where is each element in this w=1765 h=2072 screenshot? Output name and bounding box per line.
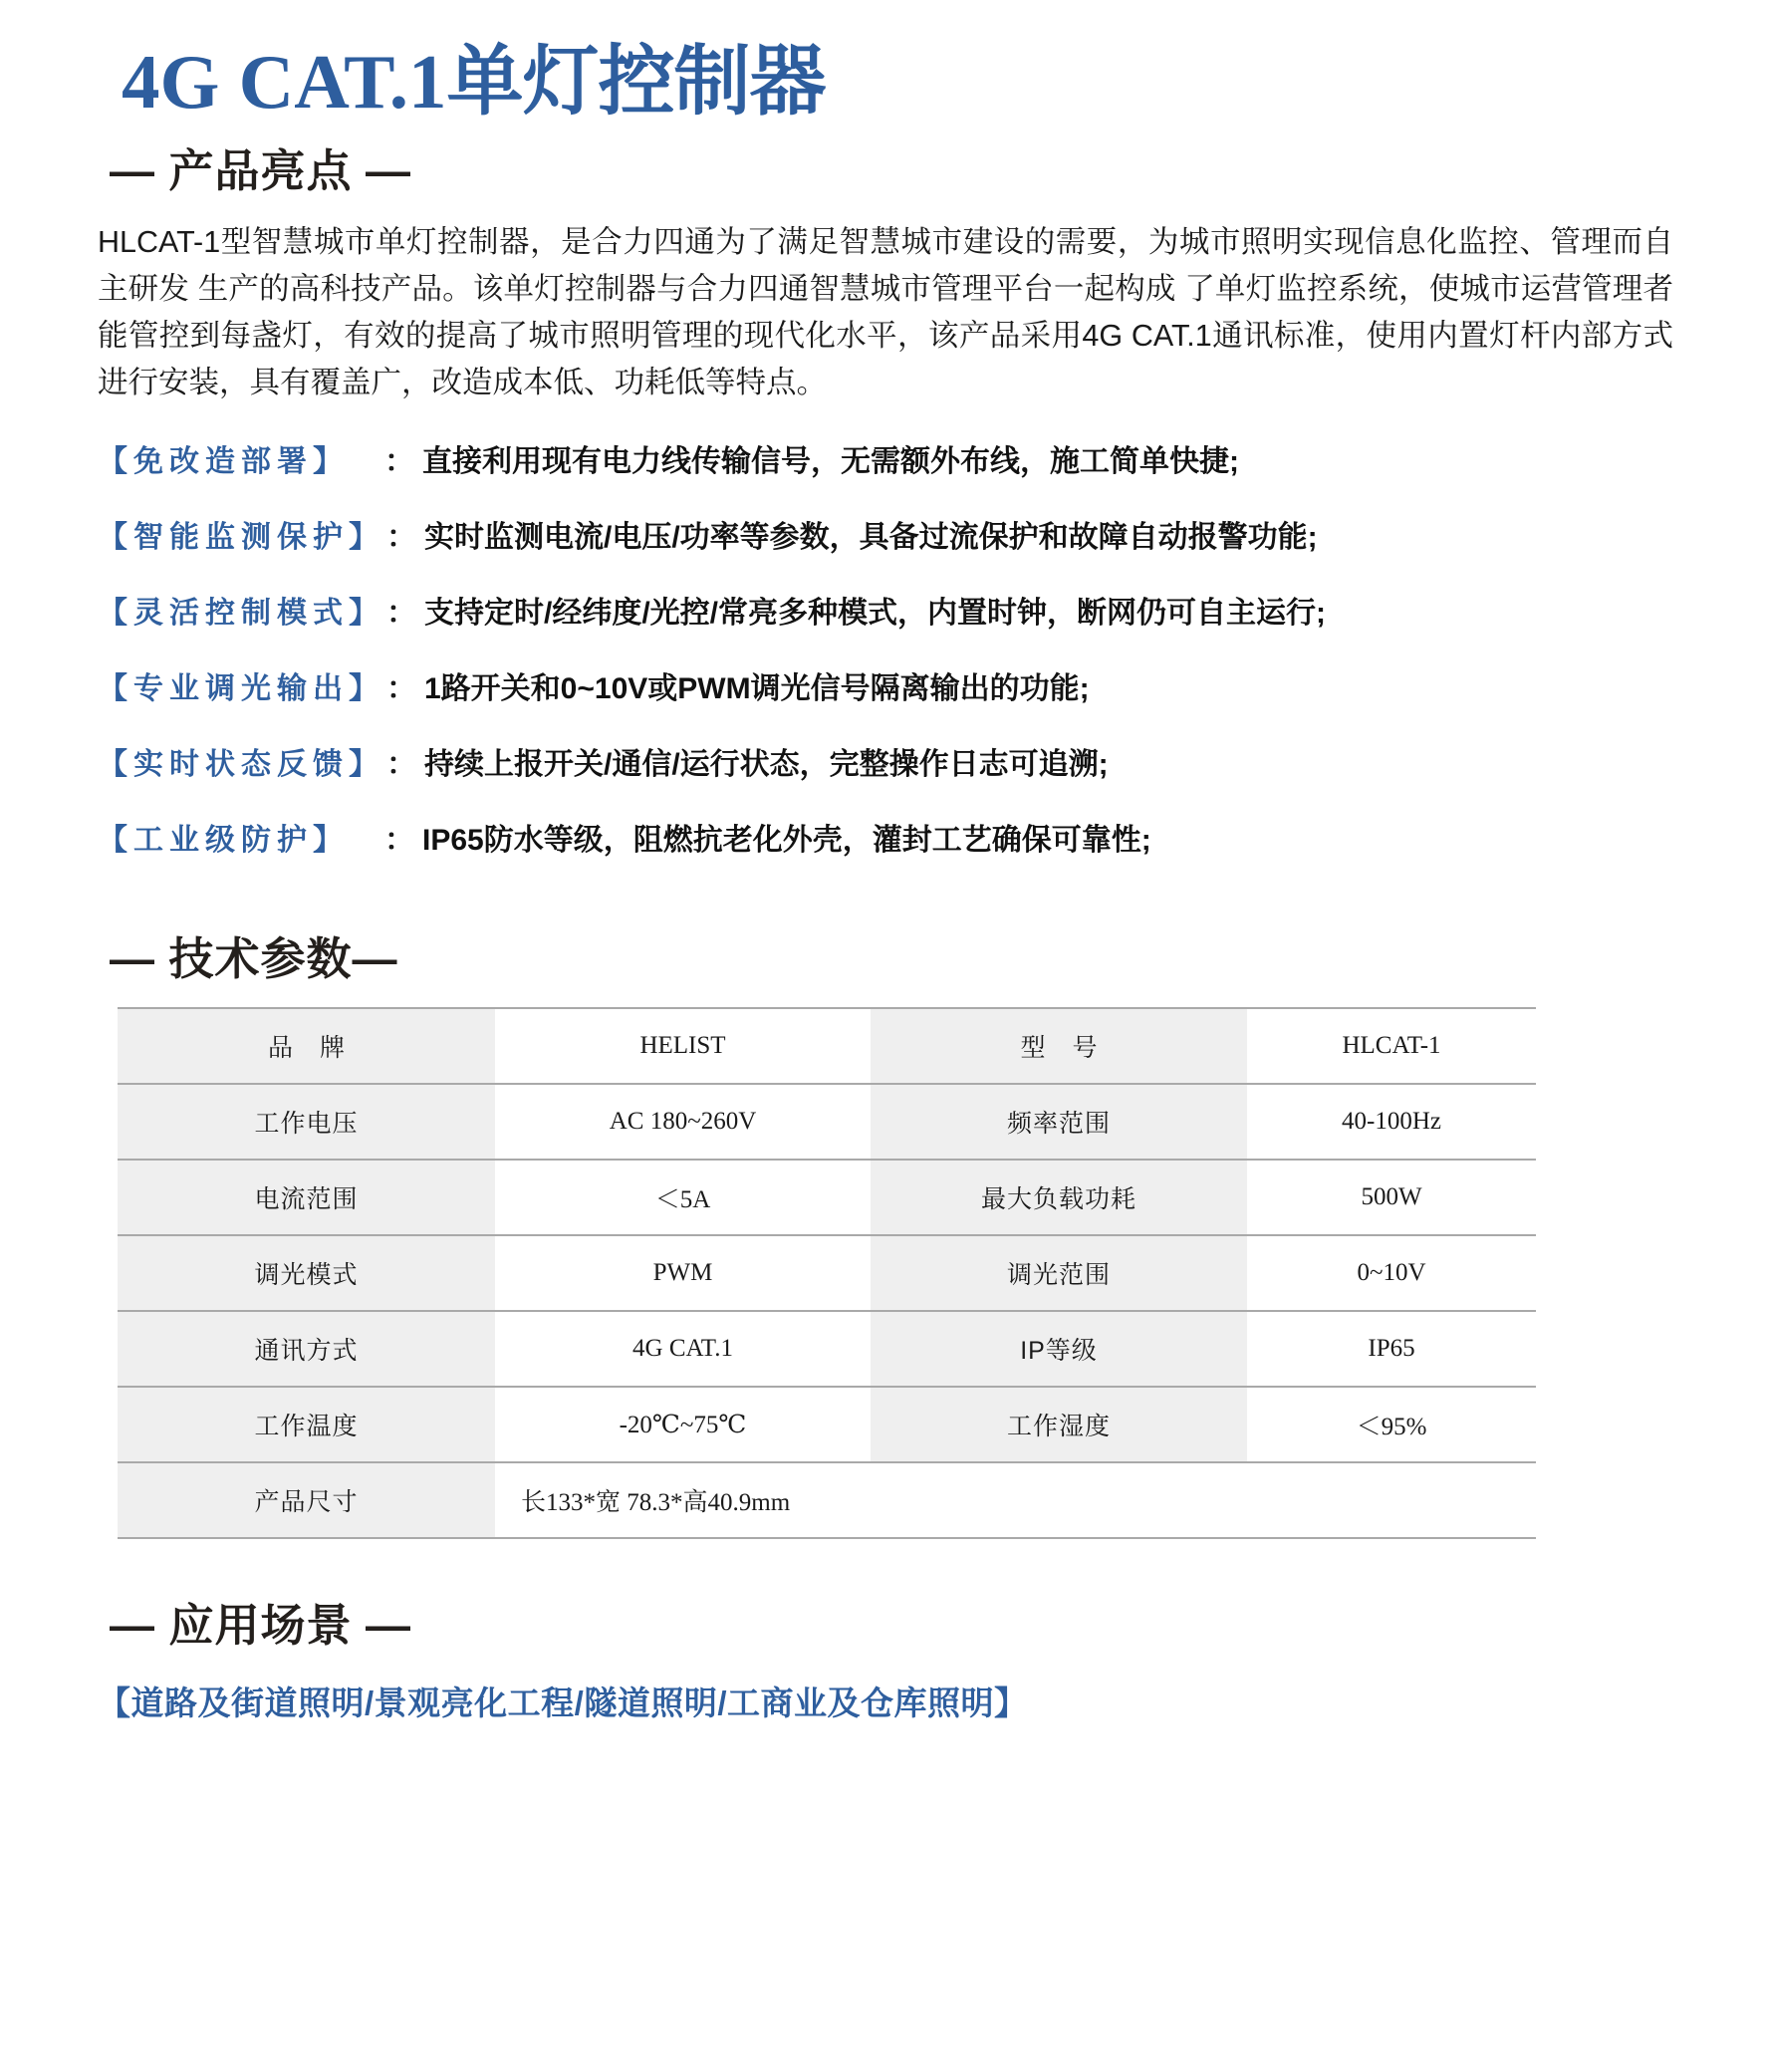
feature-list [0,442,1765,861]
spec-label: 电流范围 [118,1160,495,1235]
feature-text: IP65防水等级，阻燃抗老化外壳，灌封工艺确保可靠性; [422,824,1151,857]
feature-text: 实时监测电流/电压/功率等参数，具备过流保护和故障自动报警功能; [424,521,1318,554]
spec-value: 长133*宽 78.3*高40.9mm [495,1462,1536,1538]
page-title-cjk: 单灯控制器 [446,39,826,125]
list-item [98,821,1765,861]
feature-colon: ： [386,597,416,630]
spec-value: ＜95% [1247,1387,1536,1462]
spec-label: 调光范围 [871,1235,1247,1311]
section-heading-scenarios: — 应用场景 — [110,1600,412,1651]
spec-value: HELIST [495,1008,871,1084]
spec-label: 频率范围 [871,1084,1247,1160]
feature-text: 直接利用现有电力线传输信号，无需额外布线，施工简单快捷; [422,445,1239,478]
intro-paragraph: HLCAT-1型智慧城市单灯控制器，是合力四通为了满足智慧城市建设的需要，为城市照明实现信息化监控、管理而自主研发 生产的高科技产品。该单灯控制器与合力四通智慧城市管理平台一起构成 了单灯监控系统，使城市运营管理者能管控到每盏灯，有效的提高了城市照明管理的现代化水平，该产品采用4G CAT.1通讯标准，使用内置灯杆内部方式进行安装，具有覆盖广，改造成本低、功耗低等特点。 [98,225,1673,399]
feature-tag: 【专业调光输出】 [98,672,384,705]
list-item [98,518,1765,558]
spec-label: 工作湿度 [871,1387,1247,1462]
list-item [98,745,1765,785]
spec-value: 0~10V [1247,1235,1536,1311]
section-heading-specs: — 技术参数— [110,933,398,984]
section-heading-highlights: — 产品亮点 — [110,145,412,196]
spec-value: ＜5A [495,1160,871,1235]
spec-label: 通讯方式 [118,1311,495,1387]
spec-label: 调光模式 [118,1235,495,1311]
feature-colon: ： [384,445,414,478]
spec-label: 型 号 [871,1008,1247,1084]
spec-value: 4G CAT.1 [495,1311,871,1387]
spec-value: -20℃~75℃ [495,1387,871,1462]
feature-text: 支持定时/经纬度/光控/常亮多种模式，内置时钟，断网仍可自主运行; [424,597,1326,630]
page-title [0,0,1765,125]
spec-table [118,1007,1536,1539]
table-row [118,1084,1536,1160]
spec-label: IP等级 [871,1311,1247,1387]
scenarios-line: 【道路及街道照明/景观亮化工程/隧道照明/工商业及仓库照明】 [98,1684,1028,1721]
spec-label: 工作电压 [118,1084,495,1160]
feature-tag: 【实时状态反馈】 [98,748,384,781]
feature-colon: ： [386,521,416,554]
spec-value: PWM [495,1235,871,1311]
feature-colon: ： [384,824,414,857]
table-row [118,1311,1536,1387]
feature-tag: 【灵活控制模式】 [98,597,384,630]
table-row [118,1008,1536,1084]
spec-label: 工作温度 [118,1387,495,1462]
spec-label: 最大负载功耗 [871,1160,1247,1235]
table-row [118,1235,1536,1311]
spec-value: HLCAT-1 [1247,1008,1536,1084]
list-item [98,442,1765,482]
feature-tag: 【智能监测保护】 [98,521,384,554]
page-title-latin: 4G CAT.1 [122,39,447,125]
feature-text: 1路开关和0~10V或PWM调光信号隔离输出的功能; [424,672,1090,705]
feature-colon: ： [386,748,416,781]
table-row [118,1462,1536,1538]
list-item [98,594,1765,634]
spec-label: 品 牌 [118,1008,495,1084]
feature-tag: 【免改造部署】 [98,445,349,478]
spec-value: AC 180~260V [495,1084,871,1160]
feature-text: 持续上报开关/通信/运行状态，完整操作日志可追溯; [424,748,1109,781]
list-item [98,669,1765,709]
table-row [118,1160,1536,1235]
table-row [118,1387,1536,1462]
spec-value: IP65 [1247,1311,1536,1387]
feature-tag: 【工业级防护】 [98,824,349,857]
feature-colon: ： [386,672,416,705]
spec-value: 500W [1247,1160,1536,1235]
spec-value: 40-100Hz [1247,1084,1536,1160]
spec-label: 产品尺寸 [118,1462,495,1538]
